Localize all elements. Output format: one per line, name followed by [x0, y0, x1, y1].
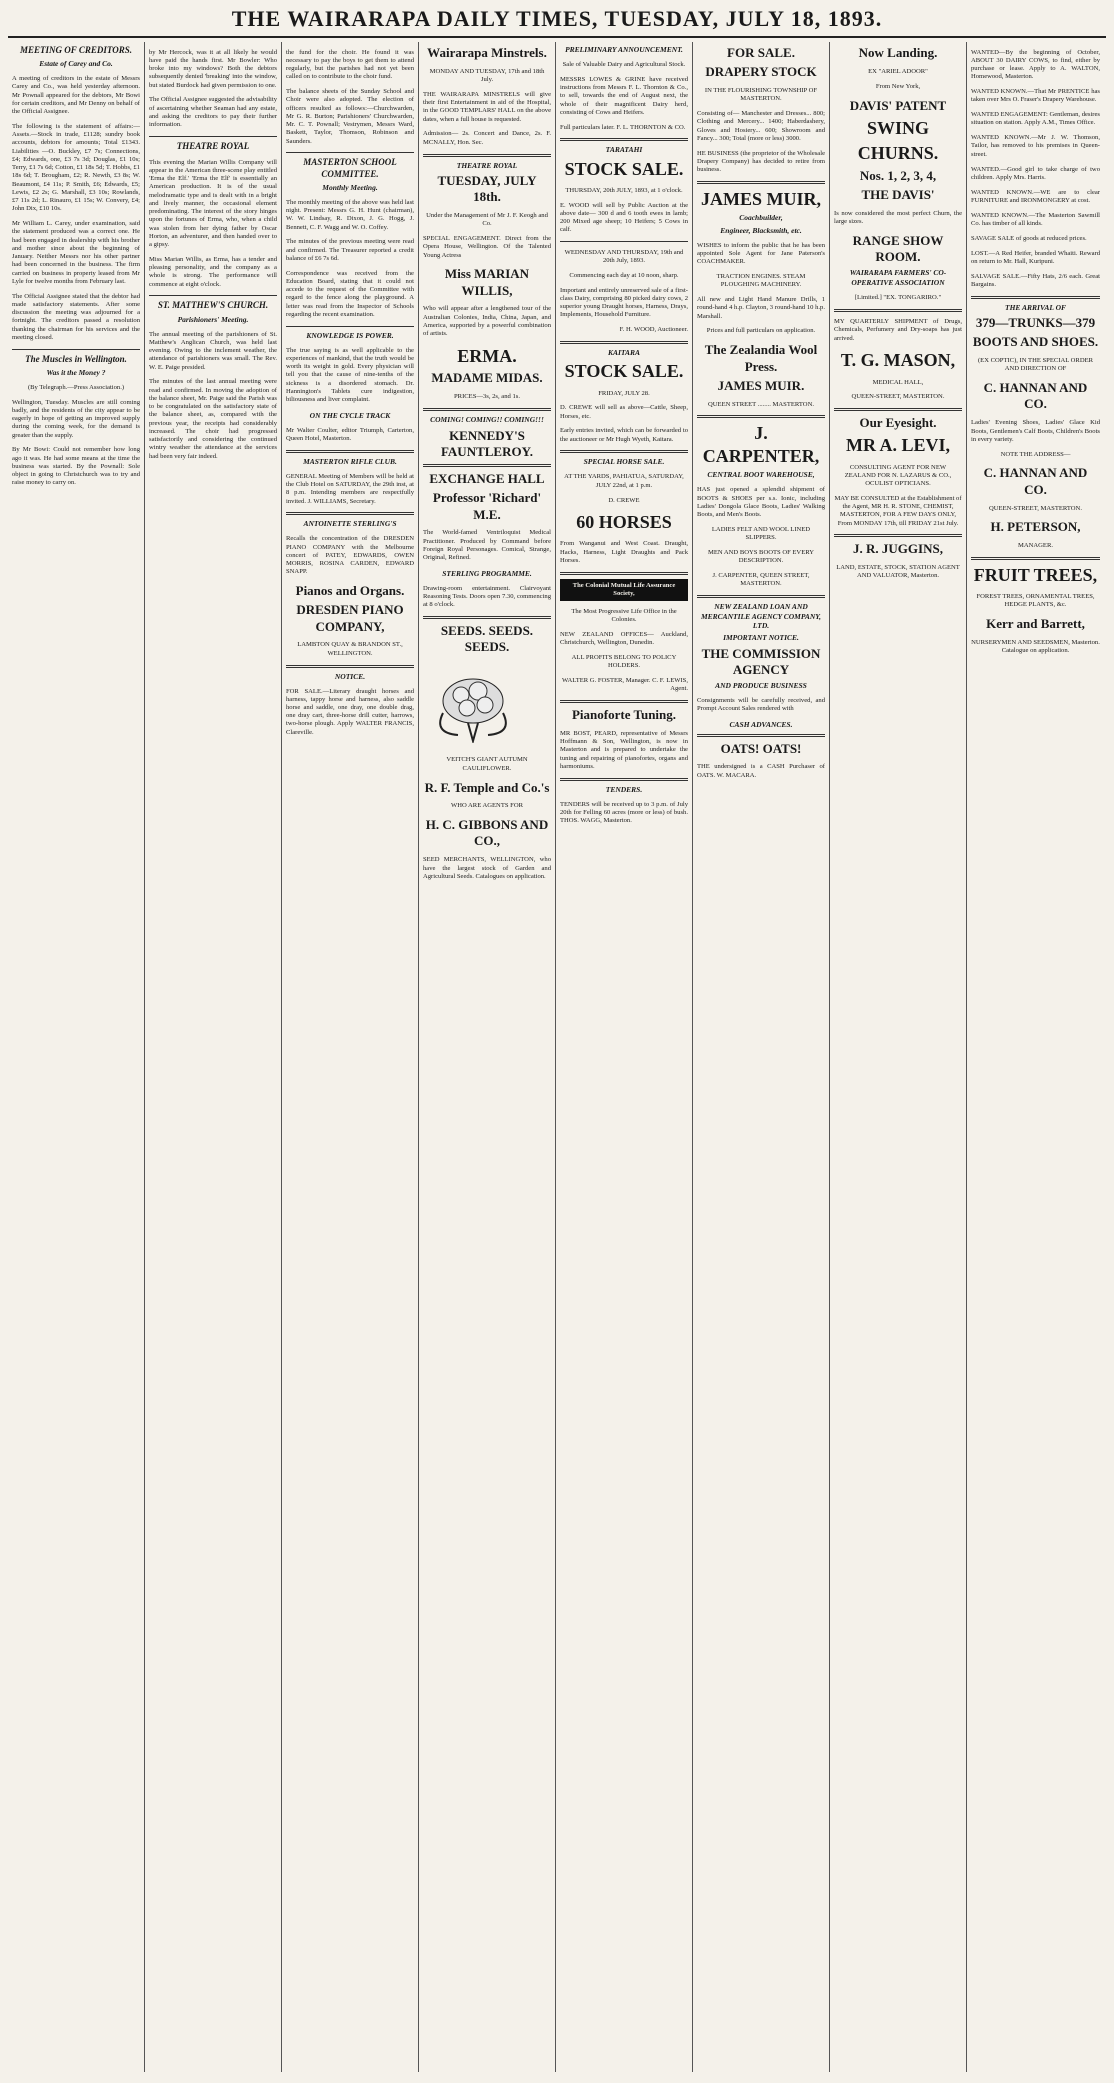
- headline: KNOWLEDGE IS POWER.: [306, 330, 394, 340]
- paragraph: D. CREWE: [608, 496, 640, 504]
- paragraph: THE undersigned is a CASH Purchaser of OATS. W. MACARA.: [697, 763, 825, 779]
- headline: TARATAHI: [605, 145, 643, 155]
- ad-heading: FOR SALE.: [727, 45, 795, 60]
- paragraph: From Wanganui and West Coast. Draught, Hacks, Harness, Light Draughts and Pack Horses.: [560, 540, 688, 564]
- classified-ad: WANTED ENGAGEMENT: Gentleman, desires situation on station. Apply A.M., Times Office.: [971, 111, 1100, 127]
- paragraph: CONSULTING AGENT FOR NEW ZEALAND FOR N. LAZARUS & CO., OCULIST OPTICIANS.: [844, 463, 952, 488]
- ad-heading: Kerr and Barrett,: [986, 616, 1085, 632]
- ad-heading: EXCHANGE HALL: [429, 471, 545, 486]
- paragraph: A meeting of creditors in the estate of Messrs Carey and Co., was held yesterday afternoon. Mr Pownall appeared for the debtors, Mr Bowi for certain creditors, and Mr Denny on behalf of the Official Assignee.: [12, 75, 140, 116]
- paragraph: HE BUSINESS (the proprietor of the Wholesale Drapery Company) has decided to retire from business.: [697, 149, 825, 174]
- paragraph: All new and Light Hand Manure Drills, 1 round-hand 4 h.p. Clayton, 3 round-hand 10 h.p. Marshall.: [697, 296, 825, 320]
- paragraph: The monthly meeting of the above was held last night. Present: Messrs G. H. Hunt (chairman), W. W. Lindsay, R. Dixon, J. G. Hogg, J. Bennett, C. F. Wagg and W. O. Coffey.: [286, 198, 414, 231]
- subheadline: CENTRAL BOOT WAREHOUSE,: [707, 470, 815, 480]
- ad-heading: THE COMMISSION AGENCY: [701, 645, 821, 677]
- paragraph: VEITCH'S GIANT AUTUMN CAULIFLOWER.: [446, 756, 528, 772]
- subheadline: Was it the Money ?: [46, 367, 106, 377]
- paragraph: The World-famed Ventriloquist Medical Practitioner. Produced by Command before Foreign Royal Personages. Comical, Strange, Original, Refined.: [423, 529, 551, 562]
- headline: MASTERTON RIFLE CLUB.: [303, 456, 397, 466]
- paragraph: The true saying is as well applicable to the experiences of mankind, that the truth would be worth its weight in gold. Every physician will tell you that the cause of nine-tenths of the sickness is a disordered stomach. Dr. Hannington's Tablets cure indigestion, biliousness and liver complaint.: [286, 346, 414, 404]
- paragraph: IN THE FLOURISHING TOWNSHIP OF MASTERTON.: [704, 87, 818, 103]
- ad-heading: DAVIS' PATENT: [849, 97, 947, 113]
- paragraph: SPECIAL ENGAGEMENT. Direct from the Opera House, Wellington. Of the Talented Young Actress: [423, 235, 551, 259]
- paragraph: Miss Marian Willis, as Erma, has a tender and pleasing personality, and the company as a whole is strong. The performance will commence at eight o'clock.: [149, 255, 277, 288]
- paragraph: Consisting of— Manchester and Dresses... 800; Clothing and Mercery... 1400; Haberdashery, Gloves and Hosiery... 600; Showroom and Fancy... 300; Total (more or less) 3000.: [697, 110, 825, 142]
- headline: MEETING OF CREDITORS.: [20, 45, 132, 55]
- paragraph: Ladies' Evening Shoes, Ladies' Glace Kid Boots, Gentlemen's Calf Boots, Children's Boots in every variety.: [971, 419, 1100, 443]
- paragraph: WHO ARE AGENTS FOR: [451, 802, 523, 810]
- headline: KAITARA: [607, 348, 641, 358]
- ad-heading: STOCK SALE.: [564, 361, 684, 382]
- ad-heading: Nos. 1, 2, 3, 4,: [859, 167, 937, 183]
- paragraph: Consignments will be carefully received, and Prompt Account Sales rendered with: [697, 697, 825, 713]
- paragraph: PRICES—3s, 2s, and 1s.: [454, 393, 520, 401]
- subheadline: AND PRODUCE BUSINESS: [715, 681, 807, 691]
- ad-heading: MR A. LEVI,: [845, 435, 950, 456]
- paragraph: E. WOOD will sell by Public Auction at the above date— 300 d and 6 tooth ewes in lamb; 200 Mixed age sheep; 10 Heifers; 5 Cows in calf.: [560, 201, 688, 234]
- masthead: THE WAIRARAPA DAILY TIMES, TUESDAY, JULY 18, 1893.: [8, 6, 1106, 38]
- ad-heading: JAMES MUIR.: [717, 377, 805, 393]
- paragraph: WISHES to inform the public that he has been appointed Sole Agent for Jane Paterson's COACHMAKER.: [697, 241, 825, 266]
- ad-heading: DRAPERY STOCK: [705, 64, 817, 80]
- paragraph: HAS just opened a splendid shipment of BOOTS & SHOES per s.s. Ionic, including Ladies' Dongola Glace Boots, Ladies' Walking Boots, and Men's Boots.: [697, 486, 825, 519]
- headline: NOTICE.: [334, 671, 366, 681]
- subheadline: Estate of Carey and Co.: [39, 59, 113, 69]
- ad-heading: OATS! OATS!: [720, 740, 802, 756]
- ad-heading: TUESDAY, JULY 18th.: [437, 172, 537, 205]
- headline: ST. MATTHEW'S CHURCH.: [157, 300, 269, 311]
- subheadline: WAIRARAPA FARMERS' CO-OPERATIVE ASSOCIATION: [849, 268, 947, 287]
- paragraph: MR BOST, PEARD, representative of Messrs Hoffmann & Son, Wellington, is now in Masterton and is prepared to undertake the tuning and repairing of pianofortes, organs and harmoniums.: [560, 729, 688, 770]
- paragraph: Wellington, Tuesday. Muscles are still coming badly, and the residents of the city appear to be eagerly in hope of getting an improved supply during the coming week, for the demand is greater than the supply.: [12, 398, 140, 439]
- headline: STERLING PROGRAMME.: [442, 568, 532, 578]
- paragraph: QUEEN-STREET, MASTERTON.: [989, 504, 1082, 512]
- paragraph: Prices and full particulars on application.: [706, 327, 816, 335]
- paragraph: From New York,: [875, 82, 921, 90]
- headline: THEATRE ROYAL: [456, 160, 518, 170]
- ad-heading: SWING: [866, 117, 929, 138]
- ad-heading: C. HANNAN AND CO.: [983, 380, 1088, 412]
- classified-ad: WANTED KNOWN.—Mr J. W. Thomson, Tailor, has removed to his premises in Queen-street.: [971, 134, 1100, 158]
- subheadline: Engineer, Blacksmith, etc.: [720, 225, 802, 235]
- paragraph: MONDAY AND TUESDAY, 17th and 18th July.: [429, 67, 545, 84]
- paragraph: MY QUARTERLY SHIPMENT of Drugs, Chemicals, Perfumery and Dry-soaps has just arrived.: [834, 318, 962, 342]
- paragraph: The Most Progressive Life Office in the Colonies.: [571, 607, 677, 624]
- ad-heading: 60 HORSES: [576, 512, 672, 533]
- ad-heading: KENNEDY'S FAUNTLEROY.: [440, 427, 534, 459]
- subheadline: Coachbuilder,: [739, 213, 783, 223]
- headline: ON THE CYCLE TRACK: [309, 410, 391, 420]
- paragraph: The annual meeting of the parishioners of St. Matthew's Anglican Church, was held last evening. Owing to the inclement weather, the attendance of parishioners was small. The Rev. W. E. Paige presided.: [149, 330, 277, 371]
- ad-heading: Pianoforte Tuning.: [571, 707, 677, 723]
- paragraph: Is now considered the most perfect Churn, the large sizes.: [834, 209, 962, 226]
- ad-heading: STOCK SALE.: [564, 158, 684, 179]
- headline: IMPORTANT NOTICE.: [723, 633, 799, 643]
- ad-heading: R. F. Temple and Co.'s: [424, 779, 550, 795]
- ad-heading: H. C. GIBBONS AND CO.,: [425, 817, 549, 849]
- ad-heading: Wairarapa Minstrels.: [427, 45, 547, 60]
- column-1: [8, 42, 145, 2072]
- ad-heading: Miss MARIAN WILLIS,: [444, 266, 530, 298]
- paragraph: Sale of Valuable Dairy and Agricultural Stock.: [562, 60, 686, 68]
- classified-ad: WANTED—By the beginning of October, ABOUT 30 DAIRY COWS, to find, either by purchase or lease. Apply to A. WALTON, Homewood, Masterton.: [971, 48, 1100, 81]
- paragraph: QUEEN-STREET, MASTERTON.: [851, 393, 945, 401]
- paragraph: Under the Management of Mr J. F. Keogh and Co.: [426, 211, 548, 228]
- column-4: [419, 42, 556, 2072]
- paragraph: MEDICAL HALL,: [872, 378, 924, 386]
- paragraph: FRIDAY, JULY 28.: [598, 389, 650, 397]
- headline: CASH ADVANCES.: [729, 720, 793, 730]
- ad-heading: The Zealandia Wool Press.: [704, 342, 818, 374]
- dateline: (By Telegraph.—Press Association.): [27, 383, 125, 391]
- paragraph: J. CARPENTER, QUEEN STREET, MASTERTON.: [712, 572, 810, 588]
- ad-heading: THE DAVIS': [861, 187, 935, 202]
- paragraph: This evening the Marian Willis Company will appear in the American three-scene play entitled 'Erma the Elf.' 'Erma the Elf' is essentially an American production. It is of the usual melodramatic type and is dealt with in a bright and lively manner, the occasional element predominating. The interest of the story hinges upon the fortunes of Erma, who, when a child was stolen from her dying father by Oscar Horton, an adventurer, and then handed over to a gipsy.: [149, 158, 277, 249]
- paragraph: TENDERS will be received up to 3 p.m. of July 20th for Felling 60 acres (more or less) of bush. THOS. WAGG, Masterton.: [560, 800, 688, 825]
- column-3: [282, 42, 419, 2072]
- paragraph: LAMBTON QUAY & BRANDON ST., WELLINGTON.: [297, 641, 403, 657]
- ad-heading: SEEDS. SEEDS. SEEDS.: [440, 623, 534, 655]
- headline: The Muscles in Wellington.: [25, 353, 127, 364]
- ad-heading: 379—TRUNKS—379: [975, 315, 1096, 331]
- paragraph: FOREST TREES, ORNAMENTAL TREES, HEDGE PLANTS, &c.: [976, 593, 1095, 609]
- headline: NEW ZEALAND LOAN AND MERCANTILE AGENCY COMPANY, LTD.: [700, 602, 822, 630]
- paragraph: The minutes of the last annual meeting were read and confirmed. In moving the adoption of the balance sheet, Mr. Paige said the Parish was to be congratulated on the satisfactory state of the balance sheet, as, compared with the previous year, the receipts had considerably increased. The choir had progressed satisfactorily and considering the continued wintry weather the attendance at the services had been very fair indeed.: [149, 378, 277, 460]
- paragraph: LADIES FELT AND WOOL LINED SLIPPERS.: [711, 525, 811, 542]
- ad-heading: T. G. MASON,: [840, 350, 956, 371]
- paragraph: The Official Assignee stated that the debtor had made satisfactory statements. After some discussion the meeting was adjourned for a fortnight. The creditors passed a resolution thanking the chairman for his services and the meeting closed.: [12, 292, 140, 341]
- paragraph: MESSRS LOWES & GRINE have received instructions from Messrs F. L. Thornton & Co., to sell, towards the end of August next, the whole of their magnificent Dairy herd, consisting of Cows and Heifers.: [560, 75, 688, 116]
- headline: THE ARRIVAL OF: [1005, 302, 1066, 312]
- ad-heading: RANGE SHOW ROOM.: [852, 232, 944, 265]
- column-8: [967, 42, 1104, 2072]
- paragraph: GENERAL Meeting of Members will be held at the Club Hotel on SATURDAY, the 29th inst, at 8 p.m. Intending members are respectfully invited. J. WILLIAMS, Secretary.: [286, 472, 414, 505]
- paragraph: TRACTION ENGINES. STEAM PLOUGHING MACHINERY.: [716, 273, 806, 289]
- column-5: [556, 42, 693, 2072]
- paragraph: Mr Walter Coulter, editor Triumph, Carterton, Queen Hotel, Masterton.: [286, 426, 414, 443]
- ad-heading: FRUIT TREES,: [973, 565, 1098, 586]
- paragraph: Important and entirely unreserved sale of a first-class Dairy, comprising 80 picked dairy cows, 2 superior young Draught horses, Harness, Drays, Implements, Household Furniture.: [560, 286, 688, 319]
- paragraph: Early entries invited, which can be forwarded to the auctioneer or Mr Hugh Wyeth, Kaitara.: [560, 427, 688, 443]
- ad-heading: DRESDEN PIANO COMPANY,: [296, 602, 404, 634]
- headline: SPECIAL HORSE SALE.: [583, 457, 665, 467]
- ad-heading: BOOTS AND SHOES.: [972, 334, 1099, 350]
- column-6: [693, 42, 830, 2072]
- paragraph: NEW ZEALAND OFFICES— Auckland, Christchurch, Wellington, Dunedin.: [560, 630, 688, 647]
- ad-heading: Professor 'Richard' M.E.: [432, 490, 542, 522]
- ad-heading: MADAME MIDAS.: [431, 370, 543, 386]
- paragraph: MAY BE CONSULTED at the Establishment of the Agent, MR H. R. STONE, CHEMIST, MASTERTON, FOR A FEW DAYS ONLY, From MONDAY 17th, till FRIDAY 21st July.: [834, 494, 962, 527]
- headline: THEATRE ROYAL: [176, 140, 250, 151]
- ad-heading: J. R. JUGGINS,: [853, 541, 943, 557]
- subheadline: Parishioners' Meeting.: [177, 314, 249, 324]
- ad-heading: H. PETERSON,: [990, 519, 1081, 535]
- paragraph: Recalls the concentration of the DRESDEN PIANO COMPANY with the Melbourne concert of PATEY, EDWARDS, OWEN MORRIS, ROSINA CARDEN, EDWARD SNAPP.: [286, 535, 414, 576]
- paragraph: D. CREWE will sell as above—Cattle, Sheep, Horses, etc.: [560, 404, 688, 420]
- paragraph: THURSDAY, 20th JULY, 1893, at 1 o'clock.: [565, 186, 683, 194]
- headline: ANTOINETTE STERLING'S: [303, 519, 397, 529]
- paragraph: QUEEN STREET ........ MASTERTON.: [708, 400, 814, 408]
- paragraph: NURSERYMEN AND SEEDSMEN, Masterton. Catalogue on application.: [971, 639, 1100, 655]
- paragraph: FOR SALE.—Literary draught horses and harness, tappy horse and harness, also saddle horse and saddle, one dray, one double drag, one dray cart, three-horse drill cutter, harrows, two-horse plough. Apply WALTER FRANCIS, Clareville.: [286, 687, 414, 736]
- paragraph: The following is the statement of affairs:— Assets.—Stock in trade, £1128; sundry book accounts, debtors for amounts; Total £1343. Liabilities —O. Buckley, £7 7s; Connections, £4; Edwards, one, £3 7s 3d; Douglas, £1 10s; Terry, £1 7s 6d; Cotton, £1 18s 5d; T. Hobbs, £1 18s 6d; T. Brougham, £2; R. Newth, £3 8s; W. Beaumont, £4 11s; P. Smith, £6; Edwards, £5; Lewis, £2 2s; G. Marshall, £3 10s; Rowlands, £7 11s 2d; L. Rinauro, £1 15s; W. Convery, £4; John Dix, £10 10s.: [12, 122, 140, 213]
- paragraph: NOTE THE ADDRESS—: [1000, 450, 1071, 458]
- paragraph: Correspondence was received from the Education Board, stating that it could not accede to the request of the Committee with regard to the fence along the playground. A letter was read from the Inspector of Schools regarding the recent examination.: [286, 269, 414, 318]
- paragraph: the fund for the choir. He found it was necessary to pay the boys to get them to attend regularly, but the parishes had not yet been called on to contribute to the choir fund.: [286, 48, 414, 81]
- paragraph: The balance sheets of the Sunday School and Choir were also adopted. The election of officers resulted as follows:—Churchwarden, Mr G. R. Burton; Parishioners' Churchwarden, Mr. C. T. Pownall; Vestrymen, Messrs Ward, Baskett, Taylor, Thomson, Robinson and Saunders.: [286, 88, 414, 145]
- ad-heading: C. HANNAN AND CO.: [983, 465, 1088, 497]
- paragraph: [Limited.] "EX. TONGARIRO.": [854, 293, 942, 301]
- ad-heading: CHURNS.: [857, 143, 939, 164]
- paragraph: SEED MERCHANTS, WELLINGTON, who have the largest stock of Garden and Agricultural Seeds. Catalogues on application.: [423, 856, 551, 880]
- ad-heading: Our Eyesight.: [859, 415, 937, 431]
- paragraph: ALL PROFITS BELONG TO POLICY HOLDERS.: [571, 653, 677, 670]
- classified-ad: WANTED KNOWN.—That Mr PRENTICE has taken over Mrs O. Fraser's Drapery Warehouse.: [971, 88, 1100, 104]
- ad-heading: Now Landing.: [858, 45, 938, 60]
- paragraph: EX "ARIEL ADOOR": [868, 67, 928, 75]
- ad-heading: J. CARPENTER,: [702, 423, 820, 466]
- classified-ad: WANTED.—Good girl to take charge of two children. Apply Mrs. Harris.: [971, 165, 1100, 181]
- ad-heading: Pianos and Organs.: [295, 583, 405, 599]
- paragraph: MEN AND BOYS BOOTS OF EVERY DESCRIPTION.: [707, 549, 815, 565]
- ad-banner: The Colonial Mutual Life Assurance Society,: [560, 579, 688, 601]
- paragraph: Drawing-room entertainment. Clairvoyant Reasoning Tests. Doors open 7.30, commencing at 8 o'clock.: [423, 584, 551, 609]
- paragraph: The minutes of the previous meeting were read and confirmed. The Treasurer reported a credit balance of £6 7s 6d.: [286, 238, 414, 262]
- classified-ad: WANTED KNOWN.—The Masterton Sawmill Co. has timber of all kinds.: [971, 211, 1100, 227]
- paragraph: LAND, ESTATE, STOCK, STATION AGENT AND VALUATOR, Masterton.: [836, 564, 960, 580]
- paragraph: Who will appear after a lengthened tour of the Australian Colonies, India, China, Japan, and America, supported by a powerful combination of artists.: [423, 305, 551, 338]
- paragraph: MANAGER.: [1018, 542, 1053, 550]
- column-2: [145, 42, 282, 2072]
- paragraph: AT THE YARDS, PAHIATUA, SATURDAY, JULY 22nd, at 1 p.m.: [564, 473, 684, 489]
- signature: WALTER G. FOSTER, Manager. C. F. LEWIS, Agent.: [562, 676, 688, 693]
- headline: TENDERS.: [605, 784, 643, 794]
- paragraph: Admission— 2s. Concert and Dance, 2s. F. MCNALLY, Hon. Sec.: [423, 130, 551, 146]
- paragraph: (EX COPTIC), IN THE SPECIAL ORDER AND DIRECTION OF: [977, 357, 1094, 373]
- ad-heading: JAMES MUIR,: [701, 188, 821, 209]
- paragraph: By Mr Bowi: Could not remember how long ago it was. He had some means at the time the business was started. By the Pownall: Sole object in going to Christchurch was to try and raise money to carry on.: [12, 446, 140, 487]
- headline: MASTERTON SCHOOL COMMITTEE.: [303, 157, 397, 179]
- paragraph: THE WAIRARAPA MINSTRELS will give their first Entertainment in aid of the Hospital, in the GOOD TEMPLARS' HALL on the above dates, when a full house is requested.: [423, 90, 551, 123]
- classified-ad: SAVAGE SALE of goods at reduced prices.: [971, 234, 1087, 242]
- subheadline: Monthly Meeting.: [322, 182, 378, 192]
- classified-ad: LOST.—A Red Heifer, branded Whaiti. Reward on return to Mr. Hall, Kuripuni.: [971, 249, 1100, 265]
- headline: PRELIMINARY ANNOUNCEMENT.: [565, 45, 683, 54]
- paragraph: Commencing each day at 10 noon, sharp.: [569, 271, 679, 279]
- paragraph: The Official Assignee suggested the advisability of ascertaining whether Seaman had any estate, and asking the creditors to pay their further information.: [149, 96, 277, 129]
- signature: F. H. WOOD, Auctioneer.: [619, 326, 688, 334]
- classified-ad: SALVAGE SALE.—Fifty Hats, 2/6 each. Great Bargains.: [971, 272, 1100, 288]
- paragraph: WEDNESDAY AND THURSDAY, 19th and 20th July, 1893.: [564, 248, 684, 265]
- paragraph: Mr William L. Carey, under examination, said the statement produced was a correct one. He had been engaged in dealership with his brother and mother since about the beginning of January. Neither Messrs nor his other partner had been concerned in the business. The firm carried on business in property leased from Mr Lyle for twelve months from February last.: [12, 220, 140, 285]
- paragraph: by Mr Hercock, was it at all likely he would have paid the hands first. Mr Bowler: Who broke into my windows? Both the debtors subsequently denied 'breaking' into the window, but stated Burdock had given permission to one.: [149, 48, 277, 89]
- column-7: [830, 42, 967, 2072]
- ad-heading: ERMA.: [457, 345, 517, 366]
- classified-ad: WANTED KNOWN.—WE are to clear FURNITURE and IRONMONGERY at cost.: [971, 188, 1100, 204]
- paragraph: Full particulars later. F. L. THORNTON & CO.: [560, 123, 686, 131]
- cauliflower-illustration: [423, 663, 523, 743]
- headline: COMING! COMING!! COMING!!!: [430, 415, 544, 425]
